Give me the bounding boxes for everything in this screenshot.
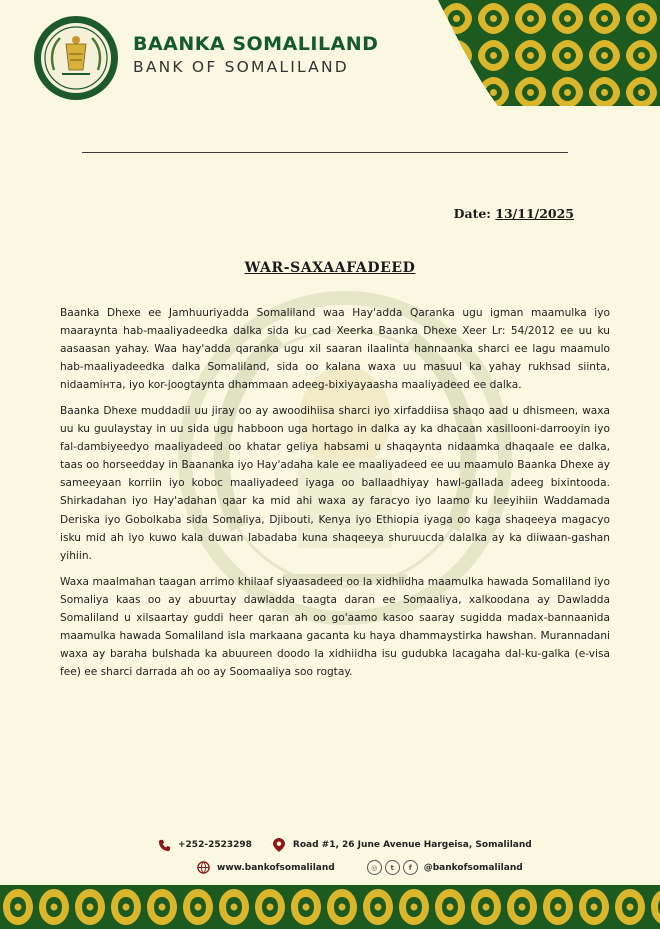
paragraph: Waxa maalmahan taagan arrimo khilaaf siyaasadeed oo la xidhiidha maamulka hawada Somaliland iyo Somaliya kaas oo ay abuurtay dawladda taagta daran ee Somaaliya, xalkoodana ay Dawladda Somaliland u xilsaartay guddi heer qaran ah oo go'aamo kasoo saaray sugidda madax-bannaanida maamulka hawada Somaliland isla markaana gacanta ku haya dhammaystirka hawshan. Murannadani waxa ay baraha bulshada ka abuureen doodo la xidhiidha isu gudubka lacagaha dal-ku-galka (e-visa fee) ee sharci darrada ah oo ay Soomaaliya soo rogtay. — [60, 575, 610, 678]
instagram-icon[interactable]: ◎ — [367, 860, 382, 875]
globe-icon — [196, 861, 210, 875]
bank-name-somali: BAANKA SOMALILAND — [133, 33, 379, 55]
facebook-icon[interactable]: f — [403, 860, 418, 875]
footer-row-web — [196, 860, 523, 875]
date-label: Date: — [453, 206, 491, 221]
date-value: 13/11/2025 — [495, 206, 574, 221]
paragraph: Baanka Dhexe muddadii uu jiray oo ay awoodihiisa sharci iyo xirfaddiisa shaqo aad u dhismeen, waxa uu ku guulaystay in uu sida ugu habboon uga hortago in dalka ay ka dhacaan xasillooni-darrooyin iyo fal-dambiyeedyo maaliyadeed oo khatar geliya habsami u shaqaynta nidaamka dhaqaale ee dalka, taas oo horseedday in Baananka iyo Hay'adaha kale ee maaliyadeed ee uu maamulo Baanka Dhexe ay sameeyaan korriin iyo koboc maaliyadeed iyaga oo ballaadhiyay hawl-gallada adeeg bixintooda. Shirkadahan iyo Hay'adahan qaar ka mid ahi waxa ay faracyo iyo laamo ku leeyihiin Waddamada Deriska iyo Gobolkaba sida Somaliya, Djibouti, Kenya iyo Ethiopia iyaga oo kaga shaqeeya magacyo isku mid ah iyo kuwo kala duwan labadaba kuna shaqeeya shuruucda dalalka ay ka diiwaan-gashan yihiin. — [60, 405, 610, 562]
brand-block — [133, 33, 378, 76]
decorative-pattern-top — [438, 0, 660, 106]
twitter-icon[interactable]: t — [385, 860, 400, 875]
footer-social-handle[interactable]: @bankofsomaliland — [423, 862, 523, 873]
paragraph: Baanka Dhexe ee Jamhuuriyadda Somaliland waa Hay'adda Qaranka ugu igman maamulka iyo maaraynta hab-maaliyadeedka dalka sida ku cad Xeerka Baanka Dhexe Xeer Lr: 54/2012 ee uu ku aasaasan yahay. Waa hay'adda qaranka ugu xil saaran ilaalinta hannaanka sharci ee lagu maamulo hab-maaliyadeedka dalka Somaliland, sida oo kalana waxa uu masuul ka yahay rukhsad siinta, nidaamінта, iyo kor-joogtaynta dhammaan adeeg-bixiyayaasha maaliyadeed ee dalka. — [60, 307, 610, 392]
location-pin-icon — [272, 838, 286, 852]
bank-seal-icon — [32, 14, 120, 102]
footer-address: Road #1, 26 June Avenue Hargeisa, Somaliland — [292, 840, 532, 850]
document-title: WAR-SAXAAFADEED — [244, 260, 416, 276]
decorative-pattern-bottom — [0, 885, 660, 929]
phone-icon — [157, 838, 171, 852]
header-divider — [82, 152, 568, 153]
footer-phone: +252-2523298 — [178, 840, 252, 850]
date-line — [454, 206, 574, 221]
bank-name-english: BANK OF SOMALILAND — [133, 58, 349, 76]
footer-website[interactable]: www.bankofsomaliland — [217, 862, 335, 873]
document-body — [60, 304, 610, 689]
footer-row-contact — [157, 838, 532, 852]
